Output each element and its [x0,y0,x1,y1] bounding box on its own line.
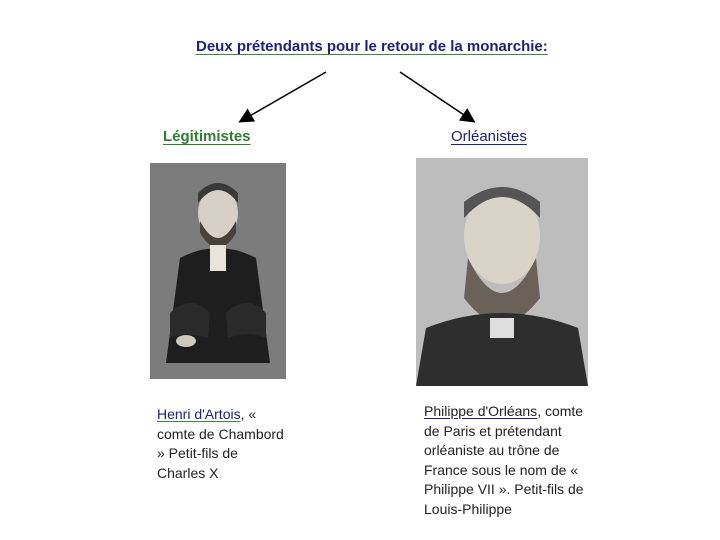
arrow-right [400,72,473,121]
arrow-left [241,72,326,121]
caption-left-suffix: , [240,406,245,422]
caption-philippe-orleans [424,402,594,519]
portrait-philippe-orleans [416,158,588,386]
page-title: Deux prétendants pour le retour de la monarchie: [196,38,548,55]
caption-left-desc: « comte de Chambord » Petit-fils de Charles X [157,406,284,481]
heading-orleanistes: Orléanistes [451,128,527,145]
link-philippe-orleans[interactable]: Philippe d'Orléans [424,403,538,419]
portrait-henri-artois [150,163,286,379]
caption-right-desc: comte de Paris et prétendant orléaniste au trône de France sous le nom de « Philippe VII ». Petit-fils de Louis-Philippe [424,403,584,517]
caption-right-suffix: , [537,403,542,419]
caption-henri-artois [157,405,287,483]
heading-legitimistes: Légitimistes [163,128,251,145]
link-henri-artois[interactable]: Henri d'Artois [157,406,241,422]
